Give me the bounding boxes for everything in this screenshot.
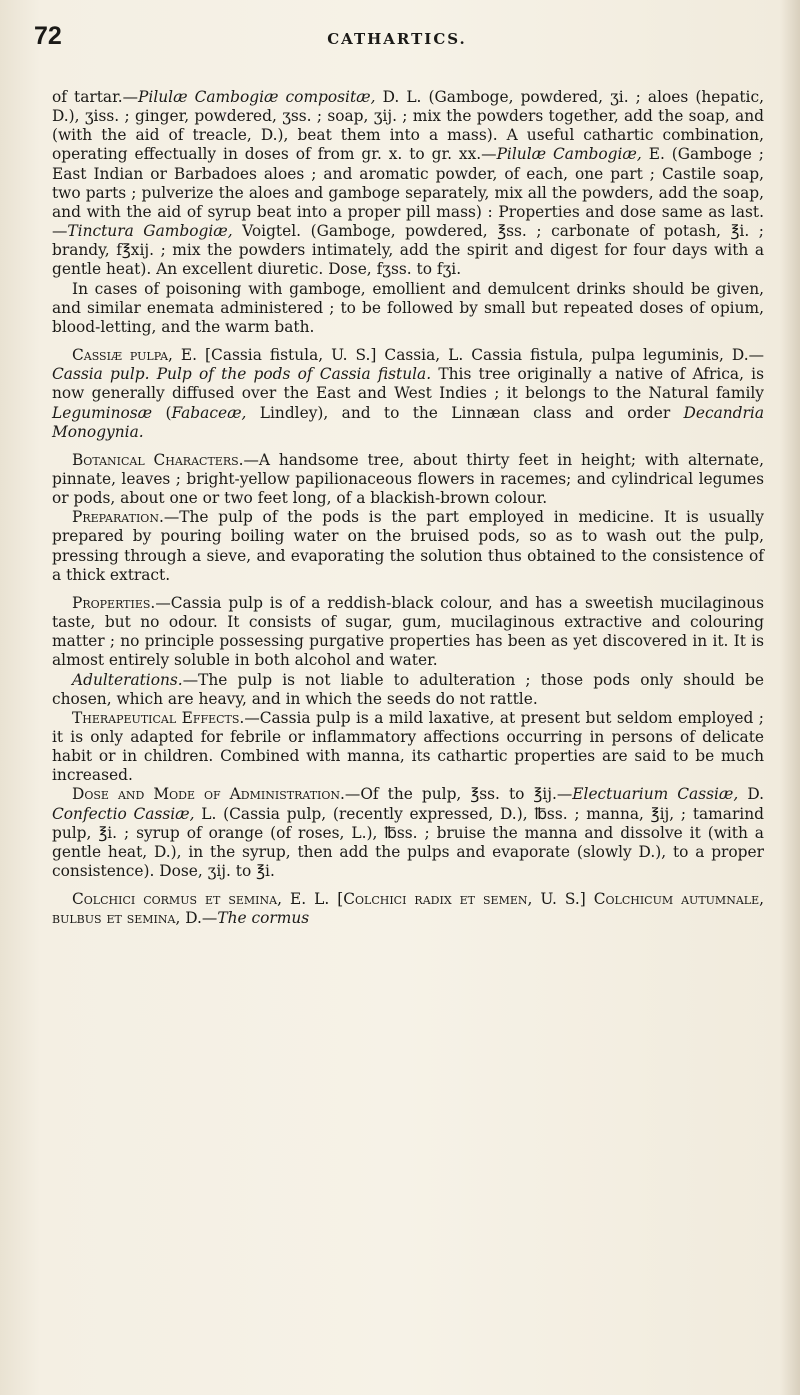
small-caps-heading: Cassiæ pulpa, (72, 346, 173, 365)
italic-text: Pilulæ Cambogiæ, (496, 145, 642, 164)
paragraph-p1 (52, 88, 764, 280)
paragraph-p7 (52, 671, 764, 709)
italic-text: The cormus (217, 909, 310, 928)
text-run: E. L. [ (281, 890, 344, 909)
text-run: of tartar.— (52, 88, 139, 106)
body-text (52, 88, 764, 929)
small-caps-heading: Colchici cormus et semina, (72, 890, 282, 909)
text-run: —Cassia pulp is of a reddish-black colour, and has a sweetish mucilaginous taste, but no odour. It consists of sugar, gum, mucilaginous extractive and colouring matter ; no principle possessing purgative properties has been as yet discovered in it. It is almost entirely soluble in both alcohol and water. (52, 593, 764, 670)
italic-text: Cassia pulp. Pulp of the pods of Cassia fistula. (52, 365, 432, 384)
small-caps-heading: Botanical Characters. (72, 450, 244, 469)
text-run: ( (152, 403, 172, 422)
text-run: L. (Cassia pulp, (recently expressed, D.), ℔ss. ; manna, ℥ij, ; tamarind pulp, ℥i. ; syrup of orange (of roses, L.), ℔ss. ; bruise the manna and dissolve it (with a gentle heat, D.), in the syrup, then add the pulps and evaporate (slowly D.), to a proper consistence). Dose, ʒij. to ℥i. (52, 804, 764, 881)
paragraph-p8 (52, 709, 764, 786)
italic-text: Adulterations. (72, 670, 183, 689)
text-run: E. [Cassia fistula, U. S.] Cassia, L. Cassia fistula, pulpa leguminis, D.— (172, 346, 764, 365)
text-run: —Cassia pulp is a mild laxative, at present but seldom employed ; it is only adapted for febrile or inflammatory affections occurring in persons of delicate habit or in children. Combined with manna, its cathartic properties are said to be much increased. (52, 708, 764, 785)
paragraph-p9 (52, 785, 764, 881)
italic-text: Pilulæ Cambogiæ compositæ, (138, 88, 376, 106)
small-caps-heading: Dose and Mode of Administration. (72, 785, 345, 804)
paragraph-p3 (52, 346, 764, 442)
italic-text: Fabaceæ, (171, 403, 247, 422)
text-run: —Of the pulp, ℥ss. to ℥ij.— (344, 785, 573, 804)
italic-text: Electuarium Cassiæ, (572, 785, 739, 804)
paragraph-p6 (52, 594, 764, 671)
text-run: In cases of poisoning with gamboge, emollient and demulcent drinks should be given, and similar enemata administered ; to be followed by small but repeated doses of opium, blood-letting, and the warm bath. (52, 279, 764, 336)
italic-text: Tinctura Gambogiæ, (67, 222, 233, 241)
text-run: —The pulp is not liable to adulteration ; those pods only should be chosen, which are heavy, and in which the seeds do not rattle. (52, 670, 764, 708)
text-run: D. (738, 785, 765, 804)
paragraph-p2 (52, 280, 764, 337)
text-run: D. L. (Gamboge, powdered, ʒi. ; aloes (hepatic, D.), ʒiss. ; ginger, powdered, ʒss. ; soap, ʒij. ; mix the powders together, add the soap, and (with the aid of treacle, D.), beat them into a mass). A useful cathartic combination, operating effectually in doses of from gr. x. to gr. xx.— (52, 88, 764, 164)
italic-text: Confectio Cassiæ, (52, 804, 195, 823)
small-caps-heading: Therapeutical Effects. (72, 708, 245, 727)
paragraph-p10 (52, 890, 764, 928)
paragraph-p5 (52, 508, 764, 585)
small-caps-heading: Preparation. (72, 508, 164, 527)
text-run: E. (Gamboge ; East Indian or Barbadoes aloes ; and aromatic powder, of each, one part ; Castile soap, two parts ; pulverize the aloes and gamboge separately, mix all the powders, add the soap, and with the aid of syrup beat into a proper pill mass) : Properties and dose same as last.— (52, 145, 764, 241)
text-run: —The pulp of the pods is the part employed in medicine. It is usually prepared by pouring boiling water on the bruised pods, so as to wash out the pulp, pressing through a sieve, and evaporating the solution thus obtained to the consistence of a thick extract. (52, 508, 764, 584)
italic-text: Decandria Monogynia. (52, 403, 764, 441)
small-caps-heading: Properties. (72, 593, 156, 612)
text-run: D.— (180, 909, 218, 928)
text-run: U. S.] (532, 890, 594, 909)
text-run: This tree originally a native of Africa, is now generally diffused over the East and West Indies ; it belongs to the Natural family (52, 365, 764, 403)
page-header (34, 22, 760, 62)
text-run: —A handsome tree, about thirty feet in height; with alternate, pinnate, leaves ; bright-yellow papilionaceous flowers in racemes; and cylindrical legumes or pods, about one or two feet long, of a blackish-brown colour. (52, 450, 764, 508)
text-run: Lindley), and to the Linnæan class and order (246, 403, 684, 422)
paragraph-p4 (52, 451, 764, 508)
small-caps-heading: Colchicum autumnale, bulbus et semina, (52, 890, 764, 928)
italic-text: Leguminosæ (52, 403, 153, 422)
small-caps-heading: Colchici radix et semen, (343, 890, 533, 909)
text-run: Voigtel. (Gamboge, powdered, ℥ss. ; carbonate of potash, ℥i. ; brandy, f℥xij. ; mix the powders intimately, add the spirit and digest for four days with a gentle heat). An excellent diuretic. Dose, fʒss. to fʒi. (52, 222, 764, 279)
page-number: 72 (34, 22, 62, 50)
running-head: CATHARTICS. (327, 30, 467, 48)
